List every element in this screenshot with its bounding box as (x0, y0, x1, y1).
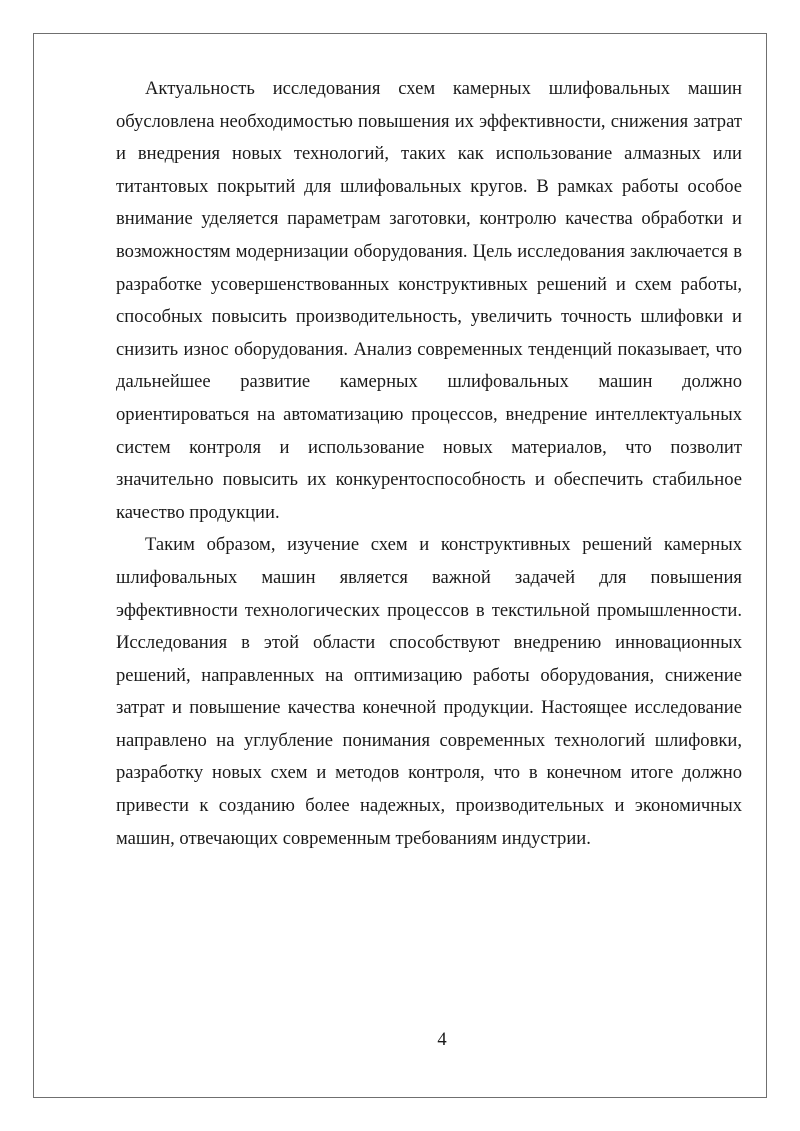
text-line: обусловлена необходимостью повышения их эффективности, снижения затрат (116, 110, 742, 132)
page-number: 4 (437, 1029, 447, 1050)
text-line: снизить износ оборудования. Анализ современных тенденций показывает, что (116, 338, 742, 360)
text-line: шлифовальных машин является важной задачей для повышения (116, 566, 742, 588)
text-line: разработку новых схем и методов контроля, что в конечном итоге должно (116, 762, 742, 784)
text-line: разработке усовершенствованных конструктивных решений и схем работы, (116, 273, 742, 295)
text-line: качество продукции. (116, 501, 280, 523)
text-line: способных повысить производительность, увеличить точность шлифовки и (116, 306, 742, 328)
text-line: направлено на углубление понимания современных технологий шлифовки, (116, 729, 742, 751)
body-text (116, 73, 742, 855)
text-line: Актуальность исследования схем камерных шлифовальных машин (145, 78, 742, 99)
text-line: решений, направленных на оптимизацию работы оборудования, снижение (116, 664, 742, 686)
text-line: дальнейшее развитие камерных шлифовальных машин должно (116, 371, 742, 393)
text-line: титантовых покрытий для шлифовальных кругов. В рамках работы особое (116, 175, 742, 197)
text-line: возможностям модернизации оборудования. Цель исследования заключается в (116, 240, 742, 262)
text-line: значительно повысить их конкурентоспособность и обеспечить стабильное (116, 469, 742, 491)
text-line: ориентироваться на автоматизацию процессов, внедрение интеллектуальных (116, 403, 742, 425)
text-line: внимание уделяется параметрам заготовки, контролю качества обработки и (116, 208, 742, 230)
text-line: привести к созданию более надежных, производительных и экономичных (116, 795, 742, 817)
paragraph-1 (116, 73, 742, 529)
text-line: Таким образом, изучение схем и конструктивных решений камерных (145, 534, 742, 556)
text-line: затрат и повышение качества конечной продукции. Настоящее исследование (116, 697, 742, 719)
text-line: Исследования в этой области способствуют внедрению инновационных (116, 632, 742, 654)
text-line: систем контроля и использование новых материалов, что позволит (116, 436, 742, 458)
paragraph-2 (116, 529, 742, 855)
text-line: и внедрения новых технологий, таких как использование алмазных или (116, 143, 742, 165)
text-line: машин, отвечающих современным требованиям индустрии. (116, 827, 591, 849)
text-line: эффективности технологических процессов в текстильной промышленности. (116, 599, 742, 621)
